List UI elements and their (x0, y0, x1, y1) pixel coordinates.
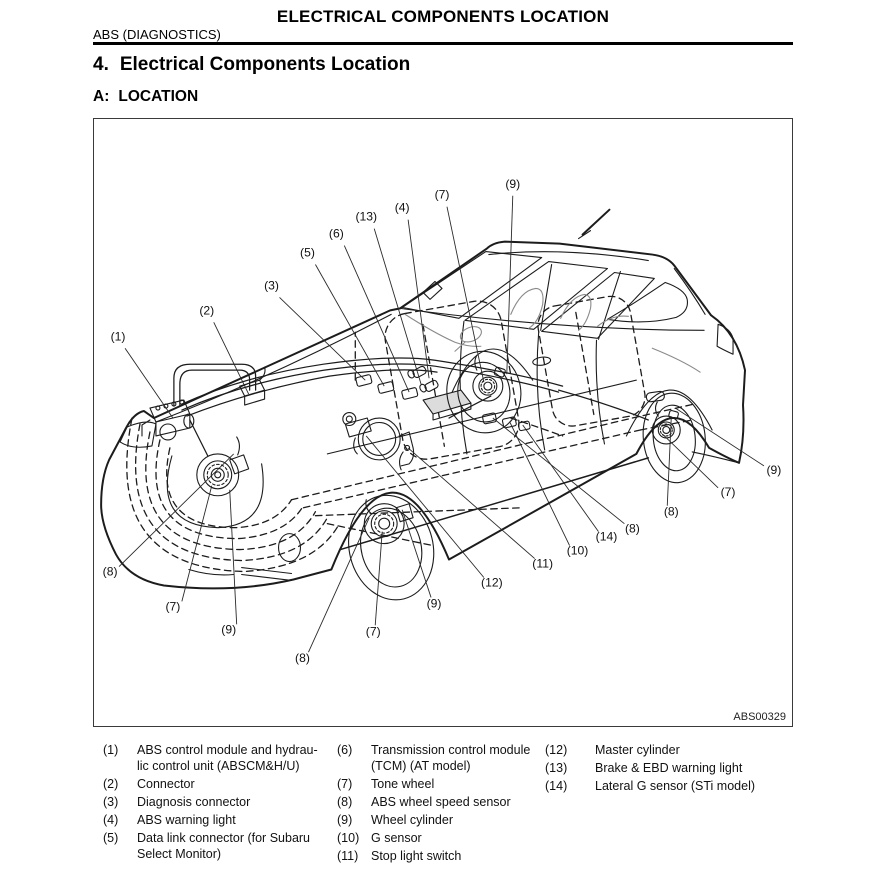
callout-leader-line (230, 490, 237, 625)
legend-item (337, 742, 545, 774)
callout-leader-line (675, 408, 764, 466)
legend-item-number: (4) (103, 813, 119, 827)
subsection-label: A: (93, 88, 110, 105)
callout-label: (7) (365, 624, 381, 639)
running-subheader: ABS (DIAGNOSTICS) (93, 27, 221, 42)
legend-column (93, 742, 337, 866)
legend-item-text: Data link connector (for Subaru Select Monitor) (137, 831, 311, 861)
callout-leader-line (280, 297, 366, 380)
legend-column (337, 742, 545, 866)
callout-label: (10) (566, 543, 589, 558)
legend-item (103, 830, 337, 862)
legend-item-number: (8) (337, 795, 353, 809)
callout-label: (8) (624, 521, 640, 536)
legend-item-number: (5) (103, 831, 119, 845)
subsection-title (93, 88, 198, 106)
legend-item-number: (14) (545, 779, 568, 793)
legend-item (545, 742, 793, 758)
callout-label: (11) (532, 556, 554, 571)
rear-right-wheel (639, 390, 710, 486)
master-cylinder-booster (343, 413, 400, 460)
section-title-text: Electrical Components Location (119, 54, 411, 75)
legend-item (337, 794, 545, 810)
callout-label: (9) (766, 462, 782, 477)
legend-item (337, 848, 545, 864)
callout-leader-line (408, 220, 429, 378)
section-number: 4. (93, 54, 109, 75)
legend-item (545, 778, 793, 794)
section-title (93, 54, 410, 76)
legend-item (103, 794, 337, 810)
legend-item-number: (10) (337, 831, 360, 845)
legend-item-number: (11) (337, 849, 359, 863)
legend-item-number: (1) (103, 743, 119, 757)
legend-item-text: Diagnosis connector (137, 795, 251, 809)
legend-item-number: (13) (545, 761, 568, 775)
callout-label: (7) (434, 187, 450, 202)
callout-leader-line (344, 246, 409, 393)
callout-leader-line (308, 518, 369, 653)
callout-leader-line (366, 436, 484, 578)
callout-leader-line (523, 425, 599, 532)
callout-label: (6) (328, 226, 344, 241)
front-left-brake (197, 437, 249, 496)
legend-item (103, 776, 337, 792)
legend-item-text: ABS warning light (137, 813, 236, 827)
callout-leader-line (408, 448, 535, 559)
legend-item-text: ABS control module and hydrau- lic control unit (ABSCM&H/U) (137, 743, 318, 773)
callout-leader-line (125, 348, 173, 418)
running-header: ELECTRICAL COMPONENTS LOCATION (276, 7, 610, 26)
callout-label: (3) (264, 278, 279, 293)
legend-item (337, 812, 545, 828)
callout-label: (14) (595, 529, 618, 544)
legend-item-text: Master cylinder (595, 743, 680, 757)
figure-canvas (94, 119, 792, 726)
legend-item (337, 776, 545, 792)
legend-item-number: (9) (337, 813, 353, 827)
callout-label: (12) (481, 575, 503, 590)
callout-leader-line (507, 196, 513, 374)
legend-item (103, 742, 337, 774)
figure-callouts (103, 177, 782, 665)
roof-antenna (579, 210, 610, 239)
header-rule (93, 42, 793, 45)
callout-label: (8) (295, 651, 310, 666)
callout-label: (7) (720, 484, 736, 499)
callout-leader-line (662, 434, 718, 488)
callout-label: (13) (355, 209, 378, 224)
legend-item-number: (6) (337, 743, 353, 757)
legend-item-text: Brake & EBD warning light (595, 761, 743, 775)
location-figure (93, 118, 793, 727)
callout-label: (8) (102, 564, 118, 579)
callout-leader-line (374, 229, 421, 384)
legend-column (545, 742, 793, 866)
legend-item-number: (12) (545, 743, 568, 757)
figure-code: ABS00329 (733, 711, 786, 723)
callout-label: (5) (300, 245, 315, 260)
legend-item-text: Tone wheel (371, 777, 435, 791)
legend-item-number: (2) (103, 777, 119, 791)
legend-item-text: Transmission control module (TCM) (AT model) (371, 743, 531, 773)
callout-label: (2) (199, 303, 215, 318)
callout-label: (4) (394, 200, 410, 215)
legend-item-text: Connector (137, 777, 195, 791)
callout-label: (1) (110, 329, 126, 344)
legend (93, 742, 793, 866)
subsection-title-text: LOCATION (118, 88, 199, 105)
callout-leader-line (182, 486, 212, 602)
interior-details (405, 288, 700, 372)
legend-item-number: (7) (337, 777, 353, 791)
callout-label: (9) (426, 596, 442, 611)
legend-item-text: Wheel cylinder (371, 813, 453, 827)
car-illustration (101, 210, 745, 609)
callout-leader-line (315, 265, 384, 387)
legend-item (337, 830, 545, 846)
legend-item (103, 812, 337, 828)
legend-item-text: Stop light switch (371, 849, 462, 863)
legend-item-text: ABS wheel speed sensor (371, 795, 511, 809)
legend-item-number: (3) (103, 795, 119, 809)
legend-item-text: Lateral G sensor (STi model) (595, 779, 756, 793)
callout-label: (7) (165, 599, 181, 614)
windows (402, 252, 687, 339)
callout-label: (8) (663, 504, 679, 519)
callout-label: (9) (505, 176, 521, 191)
legend-item (545, 760, 793, 776)
callout-label: (9) (221, 622, 237, 637)
floor-connectors (356, 374, 419, 399)
legend-item-text: G sensor (371, 831, 422, 845)
